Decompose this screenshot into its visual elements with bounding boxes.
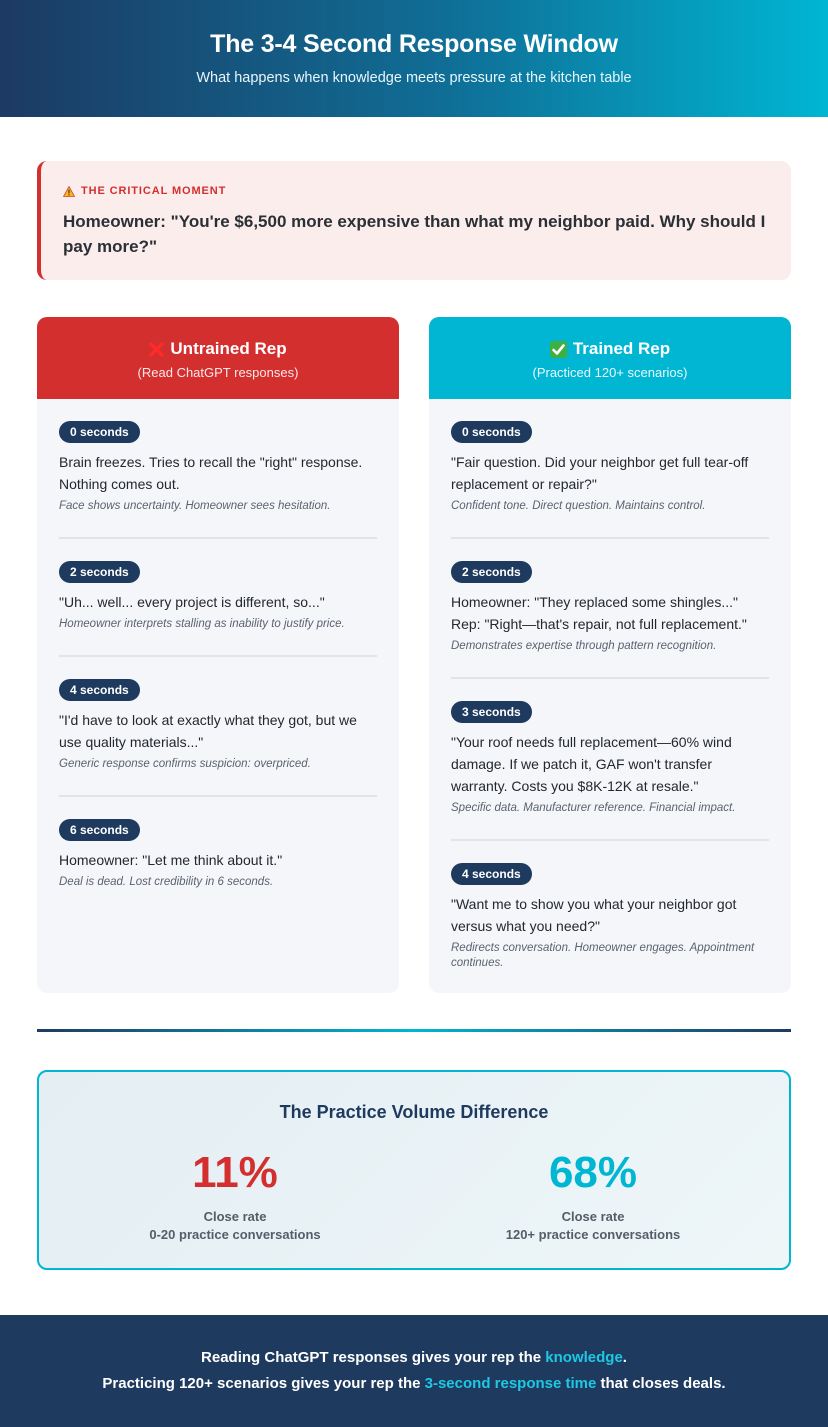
entry-divider	[59, 537, 377, 539]
trained-entry	[451, 421, 769, 514]
entry-note: Deal is dead. Lost credibility in 6 seconds.	[59, 876, 274, 888]
time-badge: 4 seconds	[451, 863, 532, 885]
entry-speech: "I'd have to look at exactly what they got, but we use quality materials..."	[59, 712, 357, 750]
entry-note: Generic response confirms suspicion: overpriced.	[59, 758, 311, 770]
footer-highlight: knowledge	[545, 1349, 623, 1366]
untrained-entry	[59, 561, 377, 632]
entry-speech: "Fair question. Did your neighbor get full tear-off replacement or repair?"	[451, 454, 749, 492]
time-badge: 6 seconds	[59, 819, 140, 841]
untrained-entry	[59, 421, 377, 514]
trained-rep-title: Trained Rep	[572, 339, 671, 358]
entry-note: Redirects conversation. Homeowner engages. Appointment continues.	[451, 942, 755, 969]
entry-divider	[59, 795, 377, 797]
time-badge: 2 seconds	[59, 561, 140, 583]
critical-moment-label: THE CRITICAL MOMENT	[81, 185, 227, 197]
entry-speech: Brain freezes. Tries to recall the "right" response. Nothing comes out.	[59, 454, 363, 492]
practice-volume-title: The Practice Volume Difference	[279, 1102, 549, 1122]
footer-line-response-time	[0, 1375, 828, 1392]
warning-icon	[63, 186, 75, 197]
untrained-rep-title: Untrained Rep	[170, 339, 287, 358]
entry-note: Demonstrates expertise through pattern recognition.	[451, 640, 717, 652]
stat-label: Close rate	[561, 1209, 625, 1224]
entry-note: Face shows uncertainty. Homeowner sees hesitation.	[59, 500, 331, 512]
page-title: The 3-4 Second Response Window	[210, 30, 618, 58]
time-badge: 3 seconds	[451, 701, 532, 723]
entry-divider	[451, 839, 769, 841]
untrained-rep-header	[37, 317, 399, 399]
entry-speech: "Want me to show you what your neighbor got versus what you need?"	[451, 896, 737, 934]
entry-speech: Homeowner: "Let me think about it."	[59, 852, 283, 868]
footer-banner	[0, 1315, 828, 1427]
entry-speech: "Your roof needs full replacement—60% wind damage. If we patch it, GAF won't transfer warranty. Costs you $8K-12K at resale."	[451, 734, 732, 794]
stat-value: 11%	[192, 1148, 278, 1197]
time-badge: 0 seconds	[59, 421, 140, 443]
footer-highlight: 3-second response time	[424, 1375, 597, 1392]
critical-moment-tag	[63, 185, 226, 197]
stat-detail: 0-20 practice conversations	[149, 1227, 321, 1242]
trained-rep-column	[429, 317, 791, 993]
untrained-entry	[59, 679, 377, 772]
entry-note: Homeowner interprets stalling as inability to justify price.	[59, 618, 345, 630]
check-mark-icon	[550, 341, 567, 358]
footer-text: Reading ChatGPT responses gives your rep the	[201, 1349, 546, 1366]
entry-note: Confident tone. Direct question. Maintains control.	[451, 500, 706, 512]
section-divider	[37, 1029, 791, 1032]
entry-note: Specific data. Manufacturer reference. Financial impact.	[451, 802, 736, 814]
entry-divider	[451, 537, 769, 539]
stat-value: 68%	[548, 1148, 638, 1197]
entry-speech: "Uh... well... every project is different, so..."	[59, 594, 325, 610]
time-badge: 0 seconds	[451, 421, 532, 443]
practice-volume-panel	[37, 1070, 791, 1270]
untrained-entry	[59, 819, 377, 890]
untrained-rep-column	[37, 317, 399, 993]
header-banner	[0, 0, 828, 117]
trained-entry	[451, 561, 769, 654]
critical-moment-callout	[37, 161, 791, 280]
footer-text: .	[622, 1349, 627, 1366]
entry-divider	[451, 677, 769, 679]
stat-label: Close rate	[203, 1209, 267, 1224]
untrained-close-rate-stat	[85, 1146, 385, 1244]
time-badge: 4 seconds	[59, 679, 140, 701]
trained-rep-subtitle: (Practiced 120+ scenarios)	[532, 365, 688, 380]
footer-text: Practicing 120+ scenarios gives your rep the	[102, 1375, 425, 1392]
footer-text: that closes deals.	[596, 1375, 726, 1392]
entry-speech: Homeowner: "They replaced some shingles..." Rep: "Right—that's repair, not full replacement."	[451, 594, 747, 632]
untrained-rep-subtitle: (Read ChatGPT responses)	[137, 365, 299, 380]
trained-entry	[451, 701, 769, 816]
footer-line-knowledge	[0, 1349, 828, 1366]
trained-close-rate-stat	[443, 1146, 743, 1244]
homeowner-quote: Homeowner: "You're $6,500 more expensive than what my neighbor paid. Why should I pay more?"	[63, 212, 766, 256]
cross-mark-icon	[149, 342, 164, 357]
page-subtitle: What happens when knowledge meets pressure at the kitchen table	[196, 70, 632, 86]
time-badge: 2 seconds	[451, 561, 532, 583]
trained-entry	[451, 863, 769, 971]
trained-rep-header	[429, 317, 791, 399]
entry-divider	[59, 655, 377, 657]
stat-detail: 120+ practice conversations	[505, 1227, 681, 1242]
